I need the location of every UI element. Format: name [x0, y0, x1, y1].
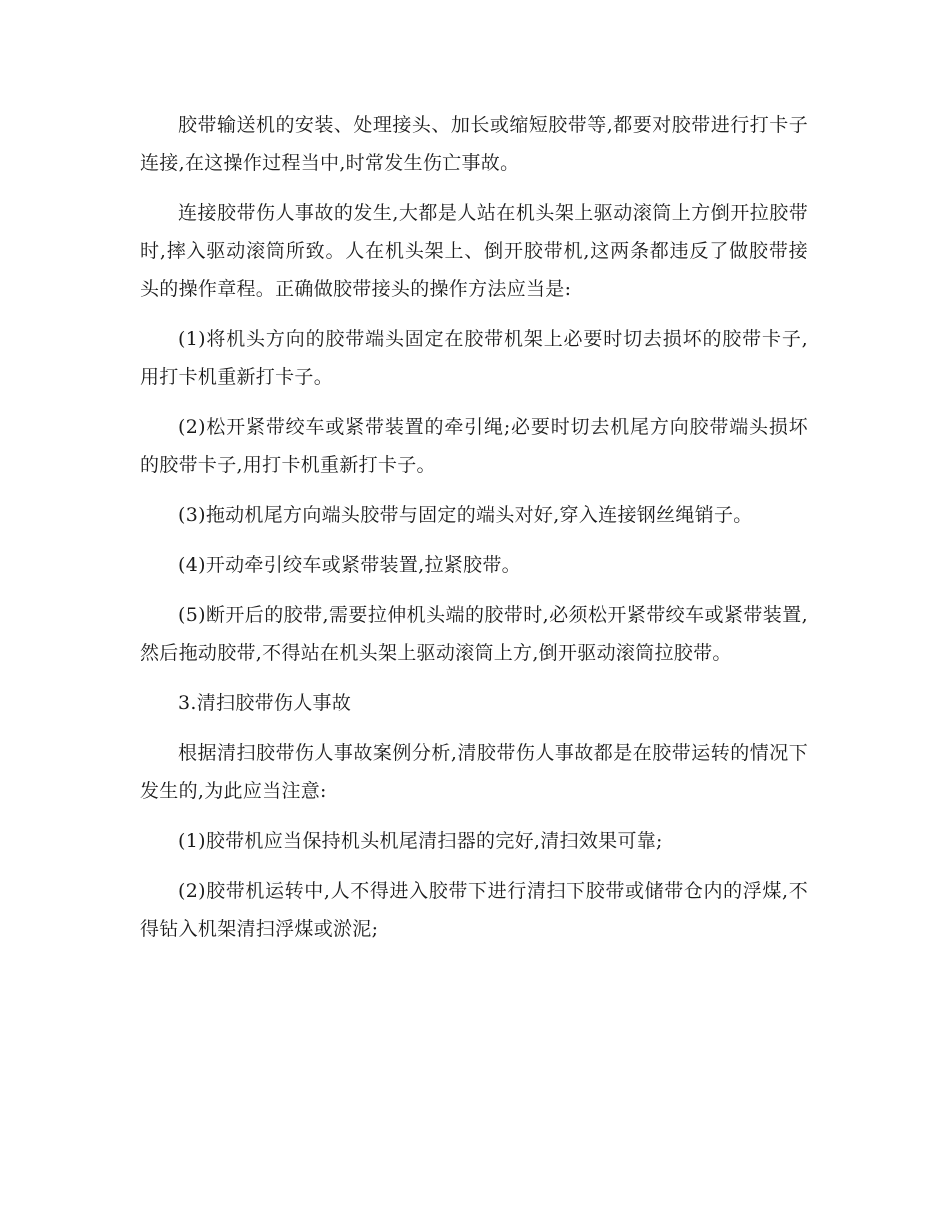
- paragraph-step-4: (4)开动牵引绞车或紧带装置,拉紧胶带。: [178, 554, 521, 576]
- paragraph-step-3: (3)拖动机尾方向端头胶带与固定的端头对好,穿入连接钢丝绳销子。: [178, 504, 753, 526]
- paragraph-cleaning-1: (1)胶带机应当保持机头机尾清扫器的完好,清扫效果可靠;: [178, 830, 663, 852]
- paragraph-cleaning-2: (2)胶带机运转中,人不得进入胶带下进行清扫下胶带或储带仓内的浮煤,不得钻入机架清扫浮煤或淤泥;: [140, 880, 808, 940]
- paragraph-step-1: (1)将机头方向的胶带端头固定在胶带机架上必要时切去损坏的胶带卡子,用打卡机重新打卡子。: [140, 328, 808, 388]
- section-heading: 3.清扫胶带伤人事故: [178, 692, 352, 714]
- paragraph-intro: 胶带输送机的安装、处理接头、加长或缩短胶带等,都要对胶带进行打卡子连接,在这操作过程当中,时常发生伤亡事故。: [140, 114, 808, 174]
- paragraph-step-5: (5)断开后的胶带,需要拉伸机头端的胶带时,必须松开紧带绞车或紧带装置,然后拖动胶带,不得站在机头架上驱动滚筒上方,倒开驱动滚筒拉胶带。: [140, 604, 808, 664]
- document-body: [140, 106, 808, 960]
- paragraph-cleaning-analysis: 根据清扫胶带伤人事故案例分析,清胶带伤人事故都是在胶带运转的情况下发生的,为此应当注意:: [140, 742, 808, 802]
- paragraph-accident-cause: 连接胶带伤人事故的发生,大都是人站在机头架上驱动滚筒上方倒开拉胶带时,摔入驱动滚筒所致。人在机头架上、倒开胶带机,这两条都违反了做胶带接头的操作章程。正确做胶带接头的操作方法应当是:: [140, 202, 808, 300]
- paragraph-step-2: (2)松开紧带绞车或紧带装置的牵引绳;必要时切去机尾方向胶带端头损坏的胶带卡子,用打卡机重新打卡子。: [140, 416, 808, 476]
